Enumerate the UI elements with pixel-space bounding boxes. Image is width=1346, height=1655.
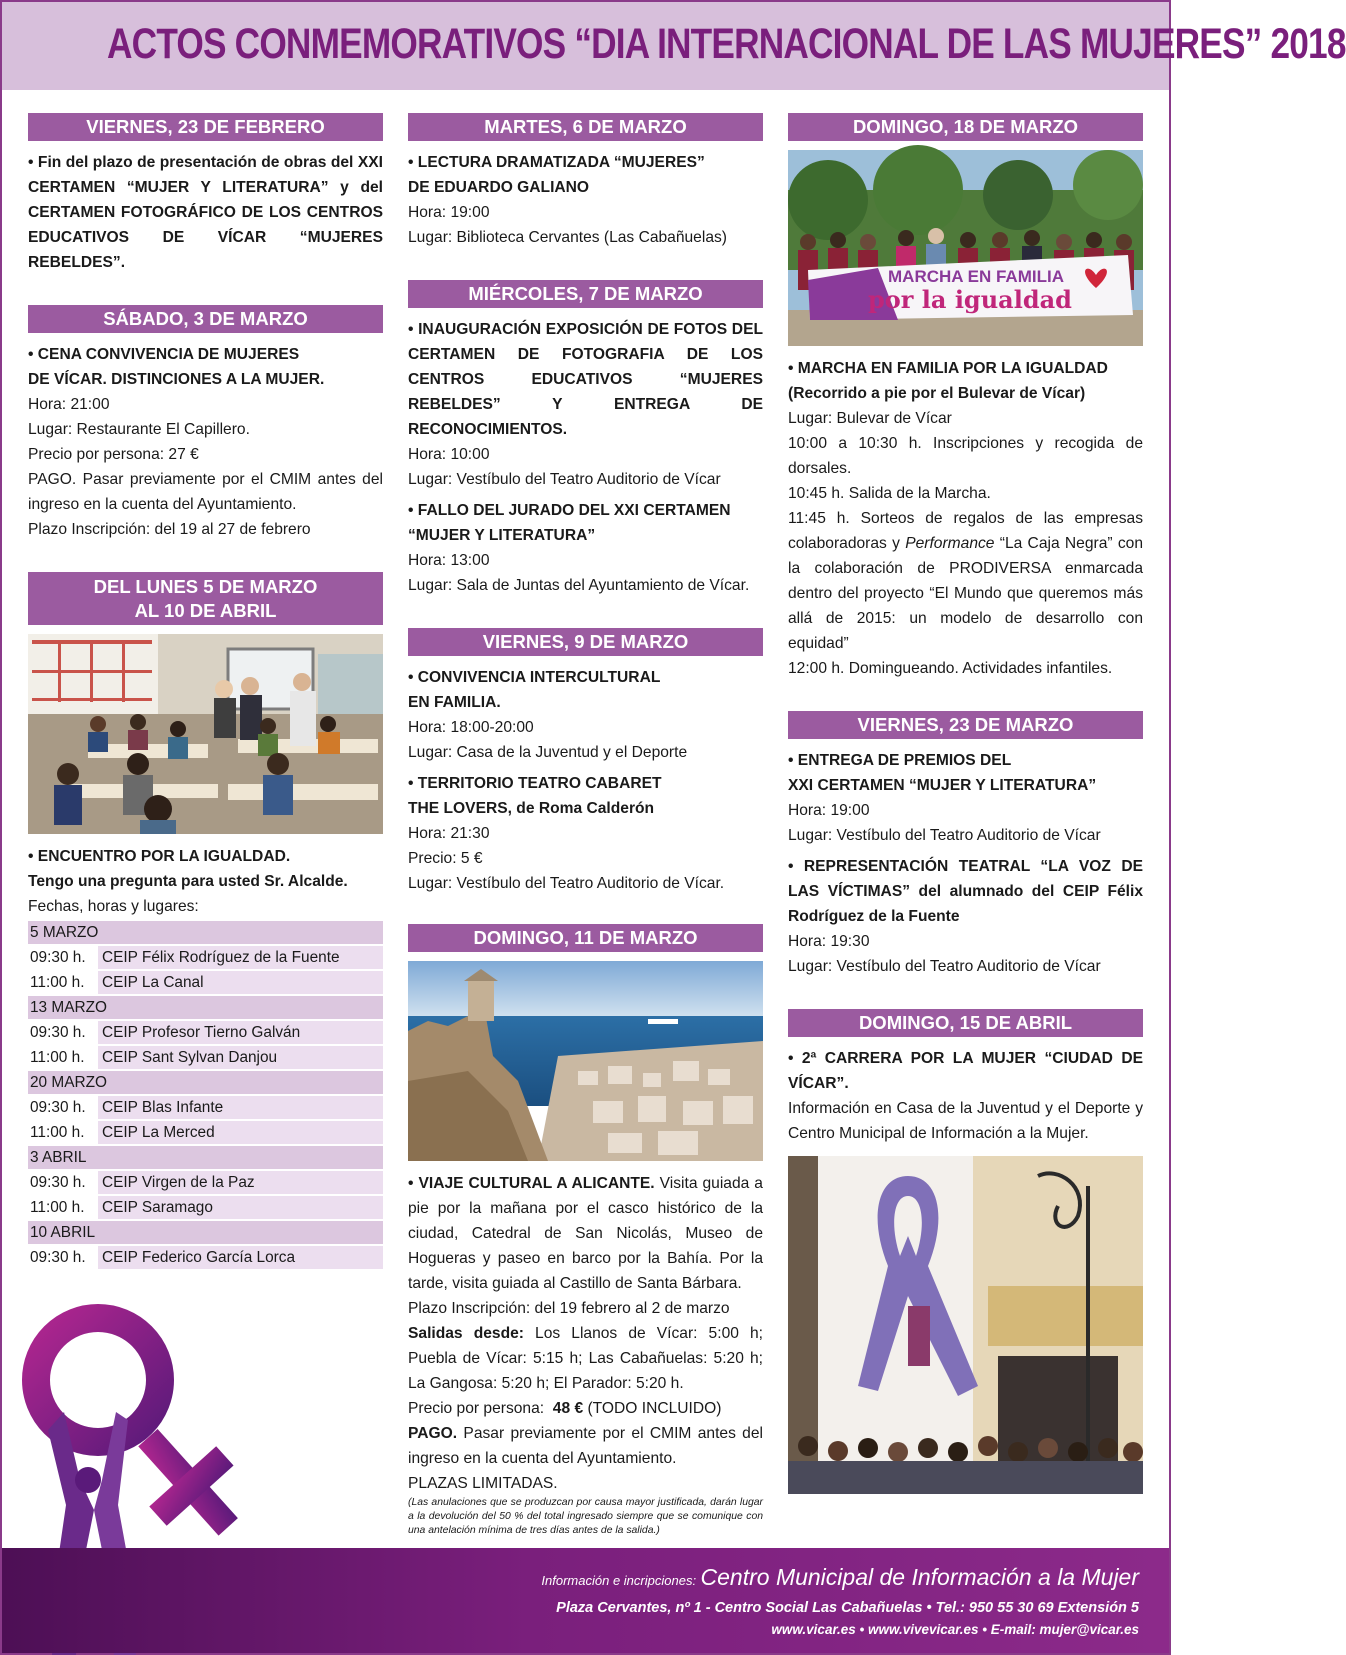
schedule-place: CEIP Profesor Tierno Galván	[98, 1021, 383, 1044]
schedule-place: CEIP Sant Sylvan Danjou	[98, 1046, 383, 1069]
schedule-place: CEIP La Canal	[98, 971, 383, 994]
event-lectura-line1: • LECTURA DRAMATIZADA “MUJERES”	[408, 154, 705, 171]
schedule-time: 11:00 h.	[28, 1049, 98, 1067]
classroom-illustration	[28, 634, 383, 834]
column-left	[28, 113, 383, 1271]
event-premios-line1: • ENTREGA DE PREMIOS DEL	[788, 752, 1012, 769]
banner-text-line2: por la igualdad	[868, 285, 1072, 314]
schedule-date-row	[28, 1071, 383, 1094]
event-lectura-line2: DE EDUARDO GALIANO	[408, 179, 590, 196]
event-marcha-t3em: Performance	[905, 535, 995, 552]
schedule-place: CEIP Blas Infante	[98, 1096, 383, 1119]
schedule-date-row	[28, 1146, 383, 1169]
alicante-photo	[408, 961, 763, 1161]
schedule-date-row	[28, 1221, 383, 1244]
column-middle	[408, 113, 763, 1538]
schedule-place: CEIP Félix Rodríguez de la Fuente	[98, 946, 383, 969]
event-carrera-info: Información en Casa de la Juventud y el Deporte y Centro Municipal de Información a la Mujer.	[788, 1100, 1143, 1142]
section-header-lunes-5-marzo	[28, 572, 383, 625]
schedule-row	[28, 1046, 383, 1069]
schedule-time: 11:00 h.	[28, 1124, 98, 1142]
section-header-martes-6-marzo: MARTES, 6 DE MARZO	[408, 113, 763, 141]
event-cena-line1: • CENA CONVIVENCIA DE MUJERES	[28, 346, 300, 363]
event-premios-hora: Hora: 19:00	[788, 802, 870, 819]
event-viaje-salidas	[408, 1321, 763, 1396]
event-cena-pago: PAGO. Pasar previamente por el CMIM antes del ingreso en la cuenta del Ayuntamiento.	[28, 471, 383, 513]
event-representacion: • REPRESENTACIÓN TEATRAL “LA VOZ DE LAS VÍCTIMAS” del alumnado del CEIP Félix Rodríguez de la Fuente	[788, 858, 1143, 925]
event-fallo-hora: Hora: 13:00	[408, 552, 490, 569]
event-fallo-line2: “MUJER Y LITERATURA”	[408, 527, 596, 544]
column-right	[788, 113, 1143, 1504]
section-header-domingo-15-abril: DOMINGO, 15 DE ABRIL	[788, 1009, 1143, 1037]
footer-title	[541, 1564, 1139, 1591]
schedule-date: 20 MARZO	[28, 1071, 383, 1094]
event-cena-hora: Hora: 21:00	[28, 396, 110, 413]
event-marcha-line1: • MARCHA EN FAMILIA POR LA IGUALDAD	[788, 360, 1108, 377]
schedule-row	[28, 1196, 383, 1219]
schedule-row	[28, 1171, 383, 1194]
event-marcha-t1: 10:00 a 10:30 h. Inscripciones y recogida de dorsales.	[788, 435, 1143, 477]
event-inauguracion-lugar: Lugar: Vestíbulo del Teatro Auditorio de Vícar	[408, 471, 721, 488]
schedule-row	[28, 1246, 383, 1269]
section-header-viernes-9-marzo: VIERNES, 9 DE MARZO	[408, 628, 763, 656]
schedule-row	[28, 946, 383, 969]
event-viaje-desc: Visita guiada a pie por la mañana por el casco histórico de la ciudad, Catedral de San Nicolás, Museo de Hogueras y paseo en barco por la Bahía. Por la tarde, visita guiada al Castillo de Santa Bárbara.	[408, 1175, 763, 1292]
schedule-date-row	[28, 921, 383, 944]
schedule-time: 11:00 h.	[28, 974, 98, 992]
event-lectura-hora: Hora: 19:00	[408, 204, 490, 221]
section-header-miercoles-7-marzo: MIÉRCOLES, 7 DE MARZO	[408, 280, 763, 308]
section-header-line1: DEL LUNES 5 DE MARZO	[93, 576, 318, 597]
event-teatro-hora: Hora: 21:30	[408, 825, 490, 842]
event-viaje-precio-note: (TODO INCLUIDO)	[583, 1400, 722, 1417]
event-viaje-precio	[408, 1396, 763, 1421]
section-header-viernes-23-marzo: VIERNES, 23 DE MARZO	[788, 711, 1143, 739]
event-viaje	[408, 1171, 763, 1296]
event-inauguracion: • INAUGURACIÓN EXPOSICIÓN DE FOTOS DEL CERTAMEN DE FOTOGRAFIA DE LOS CENTROS EDUCATIVOS “MUJERES REBELDES” Y ENTREGA DE RECONOCIMIENTOS.	[408, 321, 763, 438]
event-marcha-line2: (Recorrido a pie por el Bulevar de Vícar)	[788, 385, 1086, 402]
event-marcha-t3b: “La Caja Negra” con la colaboración de PRODIVERSA enmarcada dentro del proyecto “El Mundo que queremos más allá de 2015: un modelo de desarrollo con equidad”	[788, 535, 1143, 652]
event-cena-plazo: Plazo Inscripción: del 19 al 27 de febrero	[28, 521, 311, 538]
schedule-place: CEIP La Merced	[98, 1121, 383, 1144]
event-convivencia-hora: Hora: 18:00-20:00	[408, 719, 534, 736]
event-marcha-t2: 10:45 h. Salida de la Marcha.	[788, 485, 991, 502]
event-marcha-t4: 12:00 h. Domingueando. Actividades infantiles.	[788, 660, 1113, 677]
ribbon-photo	[788, 1156, 1143, 1494]
schedule-time: 09:30 h.	[28, 1099, 98, 1117]
section-header-viernes-23-febrero: VIERNES, 23 DE FEBRERO	[28, 113, 383, 141]
event-viaje-salidas-label: Salidas desde:	[408, 1325, 524, 1342]
section-header-domingo-18-marzo: DOMINGO, 18 DE MARZO	[788, 113, 1143, 141]
event-viaje-plazo: Plazo Inscripción: del 19 febrero al 2 de marzo	[408, 1300, 730, 1317]
schedule-row	[28, 1096, 383, 1119]
event-encuentro-line1: • ENCUENTRO POR LA IGUALDAD.	[28, 848, 291, 865]
event-teatro-precio: Precio: 5 €	[408, 850, 483, 867]
event-teatro-line1: • TERRITORIO TEATRO CABARET	[408, 775, 662, 792]
event-encuentro-line2: Tengo una pregunta para usted Sr. Alcalde.	[28, 873, 348, 890]
alicante-illustration	[408, 961, 763, 1161]
schedule-time: 09:30 h.	[28, 1174, 98, 1192]
event-fallo-lugar: Lugar: Sala de Juntas del Ayuntamiento de Vícar.	[408, 577, 750, 594]
schedule-date: 5 MARZO	[28, 921, 383, 944]
footer-web: www.vicar.es • www.vivevicar.es • E-mail: mujer@vicar.es	[771, 1622, 1139, 1637]
event-viaje-pago	[408, 1421, 763, 1471]
schedule-date: 13 MARZO	[28, 996, 383, 1019]
event-convivencia-line2: EN FAMILIA.	[408, 694, 501, 711]
event-viaje-note: (Las anulaciones que se produzcan por causa mayor justificada, darán lugar a la devolución del 50 % del total ingresado siempre que se comunique con una antelación mínima de tres días antes de la salida.)	[408, 1497, 763, 1536]
schedule-place: CEIP Virgen de la Paz	[98, 1171, 383, 1194]
event-encuentro-fechas: Fechas, horas y lugares:	[28, 898, 199, 915]
schedule-place: CEIP Federico García Lorca	[98, 1246, 383, 1269]
event-certamen-deadline: • Fin del plazo de presentación de obras del XXI CERTAMEN “MUJER Y LITERATURA” y del CERTAMEN FOTOGRÁFICO DE LOS CENTROS EDUCATIVOS DE VÍCAR “MUJERES REBELDES”.	[28, 154, 383, 271]
schedule-date: 10 ABRIL	[28, 1221, 383, 1244]
marcha-photo	[788, 150, 1143, 346]
event-marcha-t3	[788, 506, 1143, 656]
schedule-row	[28, 971, 383, 994]
event-viaje-precio-label: Precio por persona:	[408, 1400, 553, 1417]
event-convivencia-line1: • CONVIVENCIA INTERCULTURAL	[408, 669, 661, 686]
event-teatro-line2: THE LOVERS, de Roma Calderón	[408, 800, 655, 817]
event-marcha-t3a: 11:45 h. Sorteos de regalos de las empresas colaboradoras y	[788, 510, 1143, 552]
event-cena-lugar: Lugar: Restaurante El Capillero.	[28, 421, 250, 438]
schedule-date: 3 ABRIL	[28, 1146, 383, 1169]
marcha-illustration	[788, 150, 1143, 346]
event-viaje-salidas-text: Los Llanos de Vícar: 5:00 h; Puebla de Vícar: 5:15 h; Las Cabañuelas: 5:20 h; La Gangosa: 5:20 h; El Parador: 5:20 h.	[408, 1325, 763, 1392]
event-convivencia-lugar: Lugar: Casa de la Juventud y el Deporte	[408, 744, 688, 761]
section-header-sabado-3-marzo: SÁBADO, 3 DE MARZO	[28, 305, 383, 333]
section-header-line2: AL 10 DE ABRIL	[134, 600, 277, 621]
event-lectura-lugar: Lugar: Biblioteca Cervantes (Las Cabañuelas)	[408, 229, 727, 246]
schedule-table	[28, 921, 383, 1269]
footer-org: Centro Municipal de Información a la Mujer	[700, 1564, 1139, 1590]
event-cena-line2: DE VÍCAR. DISTINCIONES A LA MUJER.	[28, 371, 325, 388]
schedule-date-row	[28, 996, 383, 1019]
banner-text-line1: MARCHA EN FAMILIA	[888, 267, 1064, 286]
event-viaje-title: • VIAJE CULTURAL A ALICANTE.	[408, 1175, 655, 1192]
event-representacion-lugar: Lugar: Vestíbulo del Teatro Auditorio de Vícar	[788, 958, 1101, 975]
schedule-time: 09:30 h.	[28, 949, 98, 967]
schedule-time: 11:00 h.	[28, 1199, 98, 1217]
event-fallo-line1: • FALLO DEL JURADO DEL XXI CERTAMEN	[408, 502, 731, 519]
classroom-photo	[28, 634, 383, 834]
schedule-place: CEIP Saramago	[98, 1196, 383, 1219]
footer-label: Información e incripciones:	[541, 1573, 697, 1588]
schedule-time: 09:30 h.	[28, 1024, 98, 1042]
event-premios-lugar: Lugar: Vestíbulo del Teatro Auditorio de Vícar	[788, 827, 1101, 844]
event-marcha-lugar: Lugar: Bulevar de Vícar	[788, 410, 952, 427]
schedule-time: 09:30 h.	[28, 1249, 98, 1267]
title-band	[2, 2, 1346, 90]
event-viaje-precio-value: 48 €	[552, 1400, 584, 1417]
event-viaje-pago-text: Pasar previamente por el CMIM antes del ingreso en la cuenta del Ayuntamiento.	[408, 1425, 763, 1467]
event-teatro-lugar: Lugar: Vestíbulo del Teatro Auditorio de Vícar.	[408, 875, 725, 892]
schedule-row	[28, 1021, 383, 1044]
footer-address: Plaza Cervantes, nº 1 - Centro Social Las Cabañuelas • Tel.: 950 55 30 69 Extensión 5	[556, 1600, 1139, 1616]
schedule-row	[28, 1121, 383, 1144]
page-title: ACTOS CONMEMORATIVOS “DIA INTERNACIONAL DE LAS MUJERES” 2018	[107, 20, 1346, 68]
event-cena-precio: Precio por persona: 27 €	[28, 446, 199, 463]
event-carrera: • 2ª CARRERA POR LA MUJER “CIUDAD DE VÍCAR”.	[788, 1050, 1143, 1092]
event-viaje-plazas: PLAZAS LIMITADAS.	[408, 1475, 558, 1492]
section-header-domingo-11-marzo: DOMINGO, 11 DE MARZO	[408, 924, 763, 952]
footer	[2, 1548, 1169, 1653]
event-viaje-pago-label: PAGO.	[408, 1425, 458, 1442]
ribbon-illustration	[788, 1156, 1143, 1494]
event-premios-line2: XXI CERTAMEN “MUJER Y LITERATURA”	[788, 777, 1097, 794]
event-representacion-hora: Hora: 19:30	[788, 933, 870, 950]
event-inauguracion-hora: Hora: 10:00	[408, 446, 490, 463]
